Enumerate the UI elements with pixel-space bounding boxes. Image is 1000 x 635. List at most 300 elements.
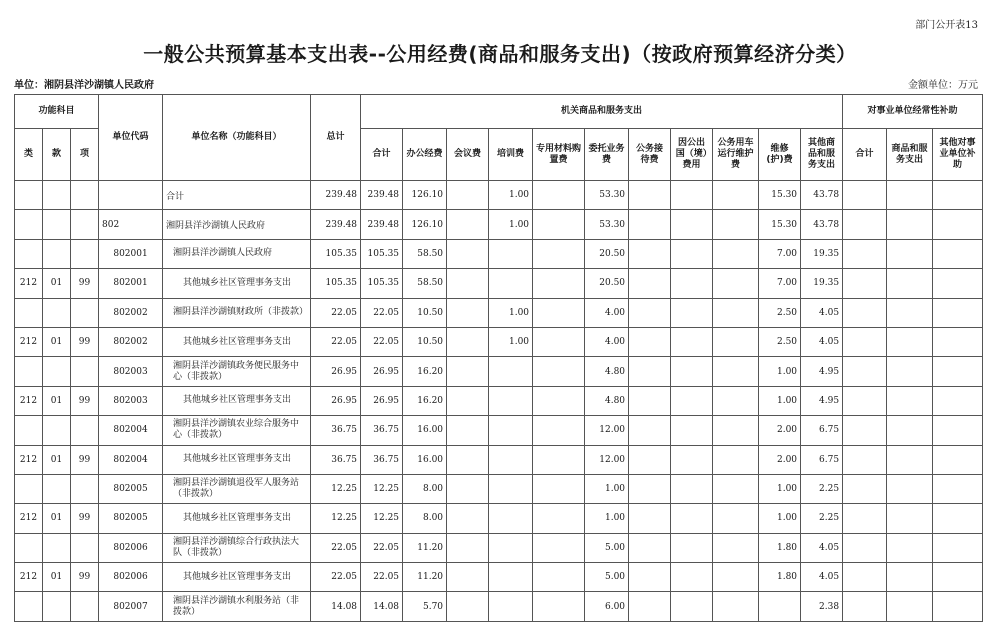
cell-materials	[533, 416, 585, 445]
cell-subsidy-goods	[887, 474, 933, 503]
header-repair: 维修(护)费	[759, 129, 801, 181]
cell-reception	[629, 533, 671, 562]
cell-reception	[629, 210, 671, 239]
cell-subtotal: 22.05	[361, 298, 403, 327]
cell-xiang	[71, 239, 99, 268]
header-group-subsidy: 对事业单位经常性补助	[843, 95, 983, 129]
cell-xiang	[71, 298, 99, 327]
cell-subsidy-goods	[887, 181, 933, 210]
cell-commission: 12.00	[585, 416, 629, 445]
cell-abroad	[671, 474, 713, 503]
cell-total: 14.08	[311, 592, 361, 621]
cell-subtotal: 36.75	[361, 416, 403, 445]
table-row	[15, 533, 983, 562]
cell-reception	[629, 357, 671, 386]
header-commission: 委托业务费	[585, 129, 629, 181]
cell-other: 6.75	[801, 445, 843, 474]
cell-subsidy-goods	[887, 327, 933, 356]
cell-name: 其他城乡社区管理事务支出	[163, 504, 311, 533]
cell-subtotal: 22.05	[361, 563, 403, 592]
cell-subsidy-total	[843, 416, 887, 445]
cell-commission: 4.80	[585, 357, 629, 386]
cell-subsidy-goods	[887, 504, 933, 533]
cell-subsidy-total	[843, 445, 887, 474]
cell-training	[489, 357, 533, 386]
cell-office: 126.10	[403, 181, 447, 210]
cell-other: 4.95	[801, 357, 843, 386]
cell-subsidy-goods	[887, 445, 933, 474]
cell-commission: 5.00	[585, 533, 629, 562]
cell-subsidy-other	[933, 298, 983, 327]
cell-name: 其他城乡社区管理事务支出	[163, 445, 311, 474]
cell-subtotal: 105.35	[361, 239, 403, 268]
cell-office: 58.50	[403, 269, 447, 298]
cell-repair: 1.00	[759, 357, 801, 386]
table-row	[15, 416, 983, 445]
cell-office: 16.00	[403, 416, 447, 445]
cell-lei	[15, 592, 43, 621]
cell-reception	[629, 416, 671, 445]
cell-name: 湘阴县洋沙湖镇财政所（非拨款）	[163, 298, 311, 327]
cell-code: 802002	[99, 327, 163, 356]
cell-xiang: 99	[71, 327, 99, 356]
cell-other: 43.78	[801, 210, 843, 239]
cell-subsidy-total	[843, 474, 887, 503]
cell-meeting	[447, 327, 489, 356]
cell-total: 26.95	[311, 357, 361, 386]
cell-office: 8.00	[403, 474, 447, 503]
cell-subsidy-other	[933, 474, 983, 503]
cell-lei: 212	[15, 445, 43, 474]
cell-office: 16.20	[403, 386, 447, 415]
cell-name: 湘阴县洋沙湖镇人民政府	[163, 210, 311, 239]
cell-subsidy-total	[843, 386, 887, 415]
cell-other: 4.05	[801, 298, 843, 327]
cell-office: 16.20	[403, 357, 447, 386]
cell-training	[489, 592, 533, 621]
cell-repair: 1.80	[759, 563, 801, 592]
cell-name: 其他城乡社区管理事务支出	[163, 327, 311, 356]
table-row	[15, 239, 983, 268]
table-row	[15, 474, 983, 503]
cell-meeting	[447, 181, 489, 210]
cell-subsidy-goods	[887, 269, 933, 298]
cell-commission: 12.00	[585, 445, 629, 474]
cell-lei	[15, 416, 43, 445]
cell-lei	[15, 298, 43, 327]
cell-abroad	[671, 504, 713, 533]
cell-subsidy-other	[933, 210, 983, 239]
cell-reception	[629, 298, 671, 327]
cell-lei	[15, 357, 43, 386]
header-reception: 公务接待费	[629, 129, 671, 181]
cell-abroad	[671, 327, 713, 356]
cell-kuan: 01	[43, 386, 71, 415]
cell-total: 22.05	[311, 327, 361, 356]
cell-abroad	[671, 416, 713, 445]
cell-other: 2.38	[801, 592, 843, 621]
cell-total: 12.25	[311, 504, 361, 533]
cell-commission: 5.00	[585, 563, 629, 592]
cell-subsidy-total	[843, 357, 887, 386]
cell-xiang: 99	[71, 445, 99, 474]
cell-reception	[629, 181, 671, 210]
cell-meeting	[447, 474, 489, 503]
header-group-goods: 机关商品和服务支出	[361, 95, 843, 129]
cell-commission: 6.00	[585, 592, 629, 621]
cell-materials	[533, 239, 585, 268]
cell-subsidy-goods	[887, 416, 933, 445]
cell-subtotal: 14.08	[361, 592, 403, 621]
cell-code: 802004	[99, 416, 163, 445]
header-office: 办公经费	[403, 129, 447, 181]
cell-training	[489, 386, 533, 415]
cell-training: 1.00	[489, 327, 533, 356]
cell-abroad	[671, 181, 713, 210]
cell-kuan	[43, 592, 71, 621]
cell-code	[99, 181, 163, 210]
cell-vehicle	[713, 327, 759, 356]
cell-commission: 1.00	[585, 504, 629, 533]
cell-subsidy-other	[933, 239, 983, 268]
cell-subtotal: 36.75	[361, 445, 403, 474]
cell-lei: 212	[15, 504, 43, 533]
cell-subtotal: 26.95	[361, 386, 403, 415]
header-materials: 专用材料购置费	[533, 129, 585, 181]
header-xiang: 项	[71, 129, 99, 181]
cell-vehicle	[713, 298, 759, 327]
cell-kuan: 01	[43, 269, 71, 298]
cell-xiang	[71, 592, 99, 621]
cell-reception	[629, 239, 671, 268]
cell-kuan	[43, 416, 71, 445]
cell-subsidy-total	[843, 563, 887, 592]
table-row	[15, 386, 983, 415]
cell-training	[489, 269, 533, 298]
cell-subsidy-goods	[887, 592, 933, 621]
cell-vehicle	[713, 239, 759, 268]
cell-reception	[629, 563, 671, 592]
cell-subsidy-goods	[887, 298, 933, 327]
cell-meeting	[447, 445, 489, 474]
cell-materials	[533, 210, 585, 239]
cell-code: 802007	[99, 592, 163, 621]
cell-total: 105.35	[311, 269, 361, 298]
cell-total: 36.75	[311, 445, 361, 474]
table-row	[15, 298, 983, 327]
cell-name: 湘阴县洋沙湖镇水利服务站（非拨款）	[163, 592, 311, 621]
cell-other: 2.25	[801, 474, 843, 503]
cell-code: 802005	[99, 504, 163, 533]
budget-table	[14, 94, 983, 622]
cell-meeting	[447, 298, 489, 327]
cell-meeting	[447, 239, 489, 268]
cell-office: 10.50	[403, 298, 447, 327]
cell-subsidy-other	[933, 357, 983, 386]
cell-kuan	[43, 181, 71, 210]
cell-training	[489, 239, 533, 268]
cell-vehicle	[713, 474, 759, 503]
table-row	[15, 592, 983, 621]
cell-subsidy-other	[933, 533, 983, 562]
cell-subsidy-other	[933, 181, 983, 210]
cell-subsidy-other	[933, 445, 983, 474]
cell-meeting	[447, 533, 489, 562]
cell-reception	[629, 592, 671, 621]
header-abroad: 因公出国（境）费用	[671, 129, 713, 181]
cell-code: 802006	[99, 563, 163, 592]
cell-subtotal: 22.05	[361, 327, 403, 356]
cell-total: 22.05	[311, 298, 361, 327]
cell-commission: 1.00	[585, 474, 629, 503]
cell-kuan: 01	[43, 563, 71, 592]
unit-label: 单位：湘阴县洋沙湖镇人民政府	[14, 80, 154, 91]
cell-vehicle	[713, 269, 759, 298]
cell-materials	[533, 327, 585, 356]
cell-subtotal: 239.48	[361, 210, 403, 239]
cell-reception	[629, 504, 671, 533]
cell-subsidy-goods	[887, 210, 933, 239]
cell-materials	[533, 298, 585, 327]
page-title: 一般公共预算基本支出表--公用经费(商品和服务支出)（按政府预算经济分类）	[143, 42, 857, 66]
cell-total: 22.05	[311, 533, 361, 562]
cell-abroad	[671, 592, 713, 621]
cell-lei: 212	[15, 386, 43, 415]
header-sub-goods: 商品和服务支出	[887, 129, 933, 181]
cell-subtotal: 12.25	[361, 474, 403, 503]
cell-subsidy-total	[843, 210, 887, 239]
cell-materials	[533, 563, 585, 592]
cell-meeting	[447, 210, 489, 239]
cell-reception	[629, 445, 671, 474]
cell-materials	[533, 592, 585, 621]
cell-meeting	[447, 592, 489, 621]
cell-subsidy-other	[933, 592, 983, 621]
cell-repair: 2.50	[759, 327, 801, 356]
cell-kuan	[43, 210, 71, 239]
cell-training	[489, 563, 533, 592]
cell-vehicle	[713, 181, 759, 210]
cell-abroad	[671, 533, 713, 562]
cell-materials	[533, 474, 585, 503]
cell-lei	[15, 533, 43, 562]
cell-subsidy-goods	[887, 386, 933, 415]
table-row	[15, 445, 983, 474]
cell-abroad	[671, 445, 713, 474]
cell-subsidy-total	[843, 327, 887, 356]
table-row	[15, 327, 983, 356]
cell-commission: 53.30	[585, 210, 629, 239]
cell-commission: 20.50	[585, 239, 629, 268]
cell-subsidy-other	[933, 563, 983, 592]
cell-kuan	[43, 474, 71, 503]
cell-repair: 15.30	[759, 181, 801, 210]
cell-meeting	[447, 416, 489, 445]
table-row	[15, 563, 983, 592]
cell-lei	[15, 239, 43, 268]
cell-vehicle	[713, 563, 759, 592]
cell-commission: 53.30	[585, 181, 629, 210]
cell-abroad	[671, 563, 713, 592]
cell-subsidy-total	[843, 181, 887, 210]
cell-commission: 4.80	[585, 386, 629, 415]
cell-name: 其他城乡社区管理事务支出	[163, 563, 311, 592]
cell-office: 58.50	[403, 239, 447, 268]
cell-other: 4.05	[801, 533, 843, 562]
cell-lei: 212	[15, 269, 43, 298]
cell-subsidy-total	[843, 592, 887, 621]
cell-subsidy-goods	[887, 239, 933, 268]
cell-training	[489, 474, 533, 503]
table-row	[15, 504, 983, 533]
header-unit-code: 单位代码	[99, 95, 163, 181]
cell-repair: 1.00	[759, 474, 801, 503]
cell-kuan	[43, 298, 71, 327]
header-subtotal: 合计	[361, 129, 403, 181]
cell-vehicle	[713, 416, 759, 445]
cell-other: 19.35	[801, 269, 843, 298]
cell-name: 湘阴县洋沙湖镇农业综合服务中心（非拨款）	[163, 416, 311, 445]
cell-other: 4.95	[801, 386, 843, 415]
cell-materials	[533, 504, 585, 533]
cell-subsidy-total	[843, 239, 887, 268]
cell-total: 239.48	[311, 181, 361, 210]
cell-reception	[629, 386, 671, 415]
cell-training	[489, 504, 533, 533]
cell-xiang: 99	[71, 386, 99, 415]
cell-office: 11.20	[403, 533, 447, 562]
cell-repair: 1.80	[759, 533, 801, 562]
cell-commission: 4.00	[585, 298, 629, 327]
cell-abroad	[671, 386, 713, 415]
cell-lei: 212	[15, 563, 43, 592]
cell-materials	[533, 181, 585, 210]
header-sub-other: 其他对事业单位补助	[933, 129, 983, 181]
cell-code: 802001	[99, 239, 163, 268]
table-row	[15, 210, 983, 239]
cell-materials	[533, 386, 585, 415]
cell-subsidy-goods	[887, 533, 933, 562]
cell-reception	[629, 474, 671, 503]
cell-abroad	[671, 239, 713, 268]
cell-office: 8.00	[403, 504, 447, 533]
cell-vehicle	[713, 357, 759, 386]
header-training: 培训费	[489, 129, 533, 181]
header-total: 总计	[311, 95, 361, 181]
cell-vehicle	[713, 386, 759, 415]
cell-repair: 15.30	[759, 210, 801, 239]
cell-name: 湘阴县洋沙湖镇退役军人服务站（非拨款）	[163, 474, 311, 503]
cell-training: 1.00	[489, 298, 533, 327]
cell-vehicle	[713, 210, 759, 239]
cell-subtotal: 105.35	[361, 269, 403, 298]
cell-xiang	[71, 474, 99, 503]
cell-other: 4.05	[801, 563, 843, 592]
cell-xiang: 99	[71, 504, 99, 533]
cell-meeting	[447, 563, 489, 592]
cell-abroad	[671, 269, 713, 298]
cell-other: 19.35	[801, 239, 843, 268]
cell-repair: 1.00	[759, 386, 801, 415]
header-lei: 类	[15, 129, 43, 181]
cell-name: 湘阴县洋沙湖镇人民政府	[163, 239, 311, 268]
cell-vehicle	[713, 445, 759, 474]
cell-xiang	[71, 181, 99, 210]
table-row	[15, 181, 983, 210]
header-sub-total: 合计	[843, 129, 887, 181]
cell-subsidy-other	[933, 327, 983, 356]
cell-materials	[533, 533, 585, 562]
cell-name: 其他城乡社区管理事务支出	[163, 269, 311, 298]
cell-xiang	[71, 533, 99, 562]
cell-meeting	[447, 269, 489, 298]
cell-other: 2.25	[801, 504, 843, 533]
cell-xiang	[71, 210, 99, 239]
cell-kuan	[43, 533, 71, 562]
cell-total: 22.05	[311, 563, 361, 592]
cell-xiang	[71, 416, 99, 445]
cell-code: 802006	[99, 533, 163, 562]
cell-repair: 7.00	[759, 239, 801, 268]
cell-code: 802	[99, 210, 163, 239]
cell-other: 6.75	[801, 416, 843, 445]
cell-subsidy-goods	[887, 357, 933, 386]
header-kuan: 款	[43, 129, 71, 181]
cell-subsidy-other	[933, 386, 983, 415]
cell-total: 36.75	[311, 416, 361, 445]
cell-lei	[15, 210, 43, 239]
cell-xiang: 99	[71, 269, 99, 298]
cell-office: 10.50	[403, 327, 447, 356]
cell-lei	[15, 474, 43, 503]
cell-office: 126.10	[403, 210, 447, 239]
cell-abroad	[671, 357, 713, 386]
cell-repair: 7.00	[759, 269, 801, 298]
cell-subsidy-other	[933, 269, 983, 298]
cell-total: 26.95	[311, 386, 361, 415]
cell-subsidy-total	[843, 298, 887, 327]
cell-total: 12.25	[311, 474, 361, 503]
cell-vehicle	[713, 592, 759, 621]
cell-total: 239.48	[311, 210, 361, 239]
amount-unit-label: 金额单位：万元	[908, 80, 978, 91]
cell-name: 湘阴县洋沙湖镇综合行政执法大队（非拨款）	[163, 533, 311, 562]
cell-subtotal: 239.48	[361, 181, 403, 210]
cell-code: 802004	[99, 445, 163, 474]
cell-code: 802003	[99, 386, 163, 415]
cell-abroad	[671, 210, 713, 239]
cell-name: 合计	[163, 181, 311, 210]
cell-reception	[629, 269, 671, 298]
cell-subtotal: 22.05	[361, 533, 403, 562]
cell-training	[489, 416, 533, 445]
cell-commission: 20.50	[585, 269, 629, 298]
cell-xiang: 99	[71, 563, 99, 592]
cell-training: 1.00	[489, 210, 533, 239]
cell-subsidy-other	[933, 504, 983, 533]
cell-other: 43.78	[801, 181, 843, 210]
cell-abroad	[671, 298, 713, 327]
cell-office: 16.00	[403, 445, 447, 474]
cell-kuan	[43, 357, 71, 386]
cell-vehicle	[713, 504, 759, 533]
cell-commission: 4.00	[585, 327, 629, 356]
header-func-subject: 功能科目	[15, 95, 99, 129]
cell-kuan	[43, 239, 71, 268]
cell-code: 802001	[99, 269, 163, 298]
cell-materials	[533, 269, 585, 298]
cell-subsidy-other	[933, 416, 983, 445]
